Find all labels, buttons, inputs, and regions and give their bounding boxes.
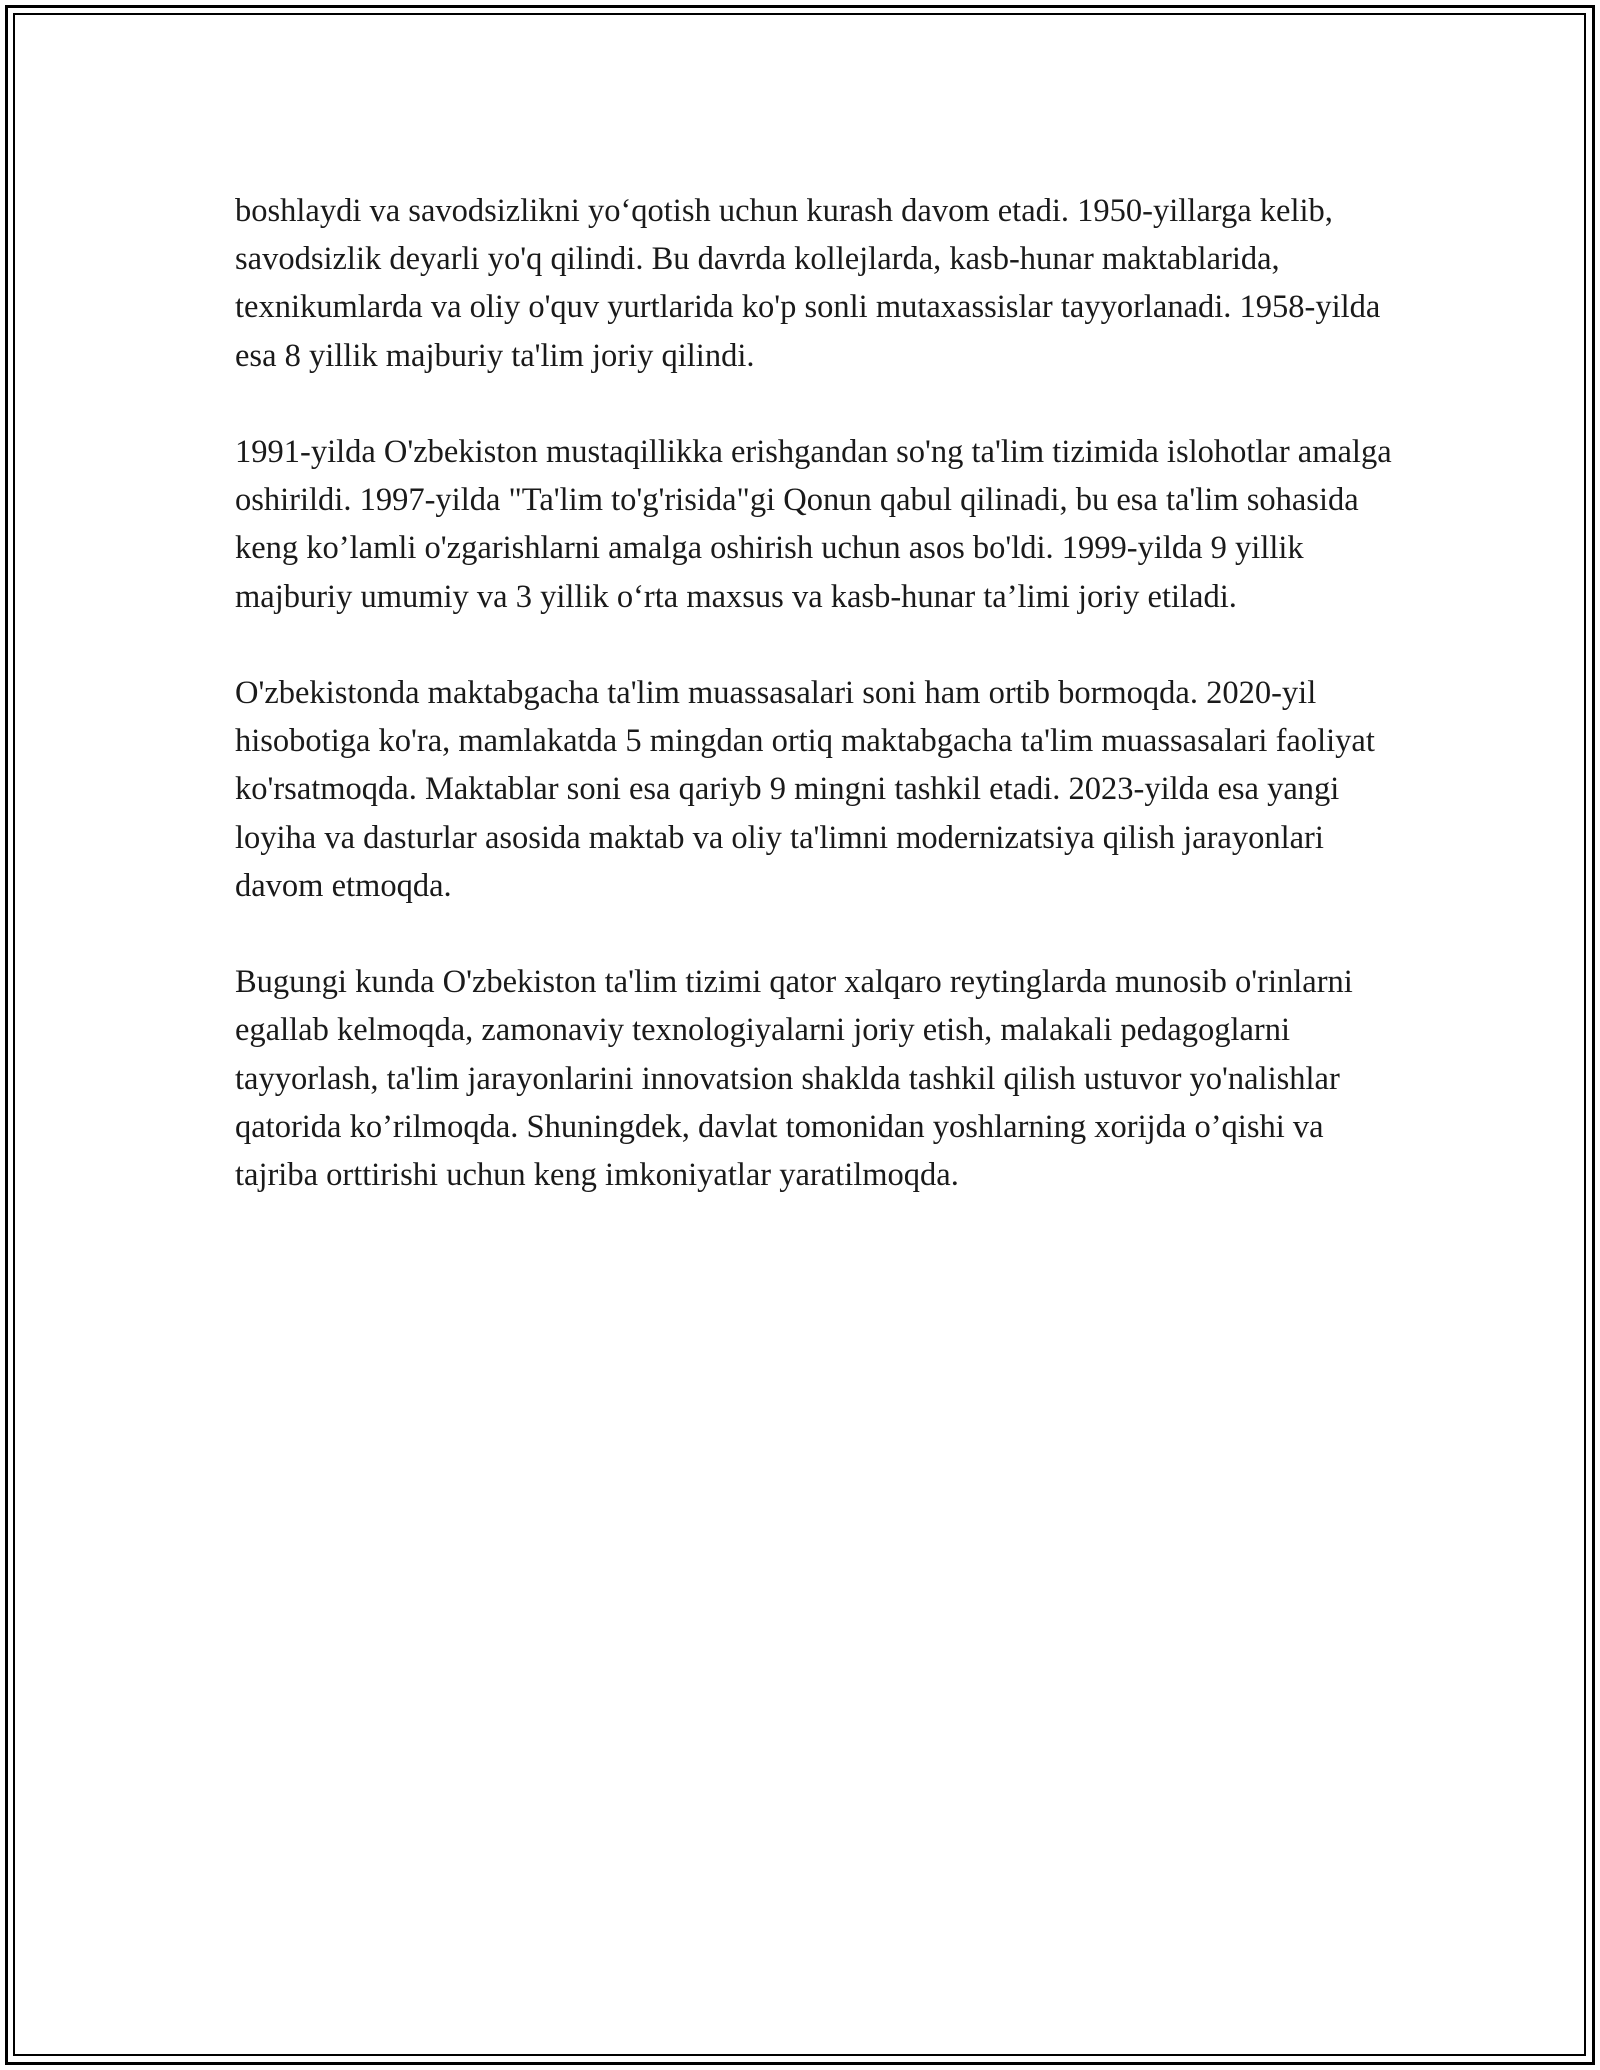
paragraph-preschool-statistics: O'zbekistonda maktabgacha ta'lim muassasalari soni ham ortib bormoqda. 2020-yil hisobotiga ko'ra, mamlakatda 5 mingdan ortiq maktabgacha ta'lim muassasalari faoliyat ko'rsatmoqda. Maktablar soni esa qariyb 9 mingni tashkil etadi. 2023-yilda esa yangi loyiha va dasturlar asosida maktab va oliy ta'limni modernizatsiya qilish jarayonlari davom etmoqda. — [235, 675, 1375, 904]
paragraph-independence-reforms: 1991-yilda O'zbekiston mustaqillikka erishgandan so'ng ta'lim tizimida islohotlar amalga oshirildi. 1997-yilda "Ta'lim to'g'risida"gi Qonun qabul qilinadi, bu esa ta'lim sohasida keng ko’lamli o'zgarishlarni amalga oshirish uchun asos bo'ldi. 1999-yilda 9 yillik majburiy umumiy va 3 yillik o‘rta maxsus va kasb-hunar ta’limi joriy etiladi. — [235, 434, 1392, 615]
document-body — [235, 187, 1395, 1247]
paragraph-current-state: Bugungi kunda O'zbekiston ta'lim tizimi qator xalqaro reytinglarda munosib o'rinlarni egallab kelmoqda, zamonaviy texnologiyalarni joriy etish, malakali pedagoglarni tayyorlash, ta'lim jarayonlarini innovatsion shaklda tashkil qilish ustuvor yo'nalishlar qatorida ko’rilmoqda. Shuningdek, davlat tomonidan yoshlarning xorijda o’qishi va tajriba orttirishi uchun keng imkoniyatlar yaratilmoqda. — [235, 964, 1353, 1194]
paragraph-literacy-history: boshlaydi va savodsizlikni yo‘qotish uchun kurash davom etadi. 1950-yillarga kelib, savodsizlik deyarli yo'q qilindi. Bu davrda kollejlarda, kasb-hunar maktablarida, texnikumlarda va oliy o'quv yurtlarida ko'p sonli mutaxassislar tayyorlanadi. 1958-yilda esa 8 yillik majburiy ta'lim joriy qilindi. — [235, 193, 1381, 374]
